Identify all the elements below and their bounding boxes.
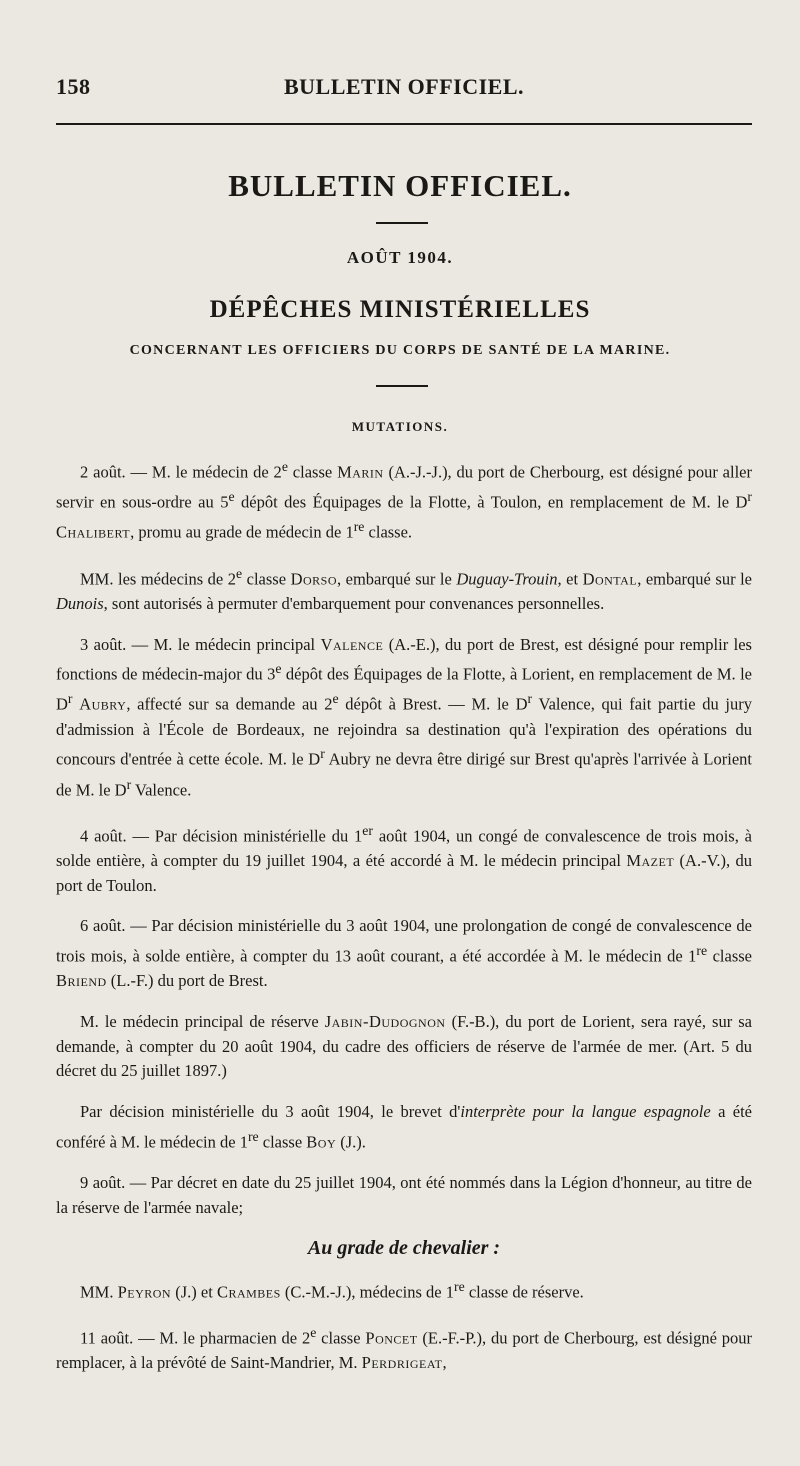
text-run: 4 août. — Par décision ministérielle du 1 (80, 826, 363, 846)
text-run: (C.-M.-J.), médecins de 1 (280, 1282, 455, 1302)
paragraph-interprete (56, 1100, 752, 1155)
paragraph-6-aout (56, 914, 752, 994)
body-text (56, 455, 752, 1392)
mutations-heading: MUTATIONS. (351, 419, 449, 434)
page-number: 158 (56, 74, 91, 99)
person-name: Jabin-Dudognon (324, 1011, 446, 1031)
running-title: BULLETIN OFFICIEL. (283, 74, 525, 99)
superscript: e (281, 459, 288, 474)
paragraph-9-aout (56, 1171, 752, 1220)
person-name: Chalibert (56, 522, 131, 542)
section-title: DÉPÊCHES MINISTÉRIELLES (209, 296, 591, 323)
text-run: , (442, 1353, 447, 1373)
text-run: classe. (364, 522, 413, 542)
text-run: (A.-E.), du port de Brest, est désigné pour remplir les fonctions de médecin-major du 3 (56, 634, 752, 684)
text-run: classe (242, 569, 291, 589)
superscript: re (454, 1279, 465, 1295)
superscript: er (362, 822, 373, 838)
superscript: e (275, 661, 282, 677)
paragraph-reserve (56, 1010, 752, 1084)
superscript: r (67, 691, 73, 707)
text-run: a été conféré à M. le médecin de 1 (56, 1102, 752, 1152)
running-header (56, 74, 752, 104)
paragraph-3-aout (56, 633, 752, 803)
person-name: Poncet (365, 1328, 418, 1348)
text-run: 2 août. — M. le médecin de 2 (80, 462, 282, 482)
italic-phrase: interprète pour la langue espagnole (460, 1102, 711, 1122)
paragraph-4-aout (56, 819, 752, 899)
superscript: e (228, 489, 235, 505)
text-run: (F.-B.), du port de Lorient, sera rayé, sur sa demande, à compter du 20 août 1904, du cadre des officiers de réserve de l'armée de mer. (Art. 5 du décret du 25 juillet 1897.) (56, 1011, 752, 1081)
text-run: , embarqué sur le (637, 569, 752, 589)
text-run: dépôt des Équipages de la Flotte, à Lorient, en remplacement de M. le D (56, 664, 752, 714)
ship-name: Duguay-Trouin (456, 569, 558, 589)
superscript: e (236, 565, 243, 581)
superscript: re (696, 943, 708, 959)
person-name: Dontal (582, 569, 638, 589)
text-run: classe (258, 1132, 307, 1152)
paragraph-2-aout (56, 455, 752, 546)
section-subtitle: CONCERNANT LES OFFICIERS DU CORPS DE SANTÉ DE LA MARINE. (129, 343, 671, 358)
text-run: (J.) et (171, 1282, 217, 1302)
text-run: 3 août. — M. le médecin principal (80, 634, 321, 654)
superscript: r (320, 746, 325, 762)
paragraph-chevaliers (56, 1275, 752, 1305)
text-run: (E.-F.-P.), du port de Cherbourg, est désigné pour remplacer, à la prévôté de Saint-Mandrier, M. (56, 1328, 752, 1373)
paragraph-11-aout (56, 1321, 752, 1376)
text-run: (L.-F.) du port de Brest. (106, 971, 268, 991)
text-run: , embarqué sur le (337, 569, 457, 589)
text-run: classe (287, 462, 338, 482)
person-name: Briend (56, 971, 107, 991)
text-run: classe (316, 1328, 366, 1348)
text-run: dépôt des Équipages de la Flotte, à Toulon, en remplacement de M. le D (234, 492, 748, 512)
text-run: , sont autorisés à permuter d'embarquement pour convenances personnelles. (103, 593, 605, 613)
text-run: classe de réserve. (464, 1282, 584, 1302)
text-run: dépôt à Brest. — M. le D (338, 694, 528, 714)
text-run: 11 août. — M. le pharmacien de 2 (80, 1328, 311, 1348)
superscript: re (247, 1128, 259, 1144)
text-run: (J.). (336, 1132, 366, 1152)
superscript: r (527, 691, 533, 707)
person-name: Perdrigeat (361, 1353, 443, 1373)
person-name: Crambes (216, 1282, 281, 1302)
text-run: Par décision ministérielle du 3 août 1904, le brevet d' (80, 1102, 461, 1122)
text-run: classe (707, 946, 752, 966)
person-name: Valence (320, 634, 384, 654)
text-run: M. le médecin principal de réserve (80, 1011, 325, 1031)
superscript: r (747, 489, 752, 505)
text-run: Valence, qui fait partie du jury d'admission à l'École de Bordeaux, ne rejoindra sa destination qu'à l'expiration des opérations du concours d'entrée à cette école. M. le D (56, 694, 753, 769)
text-run: Valence. (131, 780, 192, 800)
text-run: , promu au grade de médecin de 1 (130, 522, 354, 542)
section-divider (376, 385, 428, 387)
person-name: Mazet (626, 850, 675, 870)
person-name: Aubry (79, 694, 127, 714)
header-rule (56, 123, 752, 125)
superscript: re (353, 519, 365, 535)
person-name: Marin (337, 462, 384, 482)
text-run: MM. (80, 1282, 118, 1302)
text-run: , et (557, 569, 583, 589)
grade-heading: Au grade de chevalier : (307, 1237, 501, 1260)
superscript: e (332, 691, 339, 707)
superscript: e (310, 1325, 317, 1341)
paragraph-permutation (56, 562, 752, 617)
text-run: 6 août. — Par décision ministérielle du 3 août 1904, une prolongation de congé de convalescence de trois mois, à solde entière, à compter du 13 août courant, a été accordée à M. le médecin de 1 (56, 916, 752, 966)
title-divider (376, 222, 428, 224)
issue-date: AOÛT 1904. (346, 248, 454, 267)
text-run: (A.-V.), du port de Toulon. (56, 850, 752, 895)
person-name: Peyron (117, 1282, 172, 1302)
person-name: Dorso (290, 569, 337, 589)
text-run: , affecté sur sa demande au 2 (126, 694, 333, 714)
text-run: MM. les médecins de 2 (80, 569, 237, 589)
text-run: août 1904, un congé de convalescence de trois mois, à solde entière, à compter du 19 juillet 1904, a été accordé à M. le médecin principal (56, 826, 752, 870)
person-name: Boy (306, 1132, 337, 1152)
text-run: 9 août. — Par décret en date du 25 juillet 1904, ont été nommés dans la Légion d'honneur, au titre de la réserve de l'armée navale; (56, 1172, 752, 1217)
superscript: r (126, 776, 132, 792)
ship-name: Dunois (56, 593, 104, 613)
text-run: Aubry ne devra être dirigé sur Brest qu'après l'arrivée à Lorient de M. le D (56, 749, 752, 800)
text-run: (A.-J.-J.), du port de Cherbourg, est désigné pour aller servir en sous-ordre au 5 (56, 462, 752, 512)
bulletin-title: BULLETIN OFFICIEL. (228, 168, 572, 203)
